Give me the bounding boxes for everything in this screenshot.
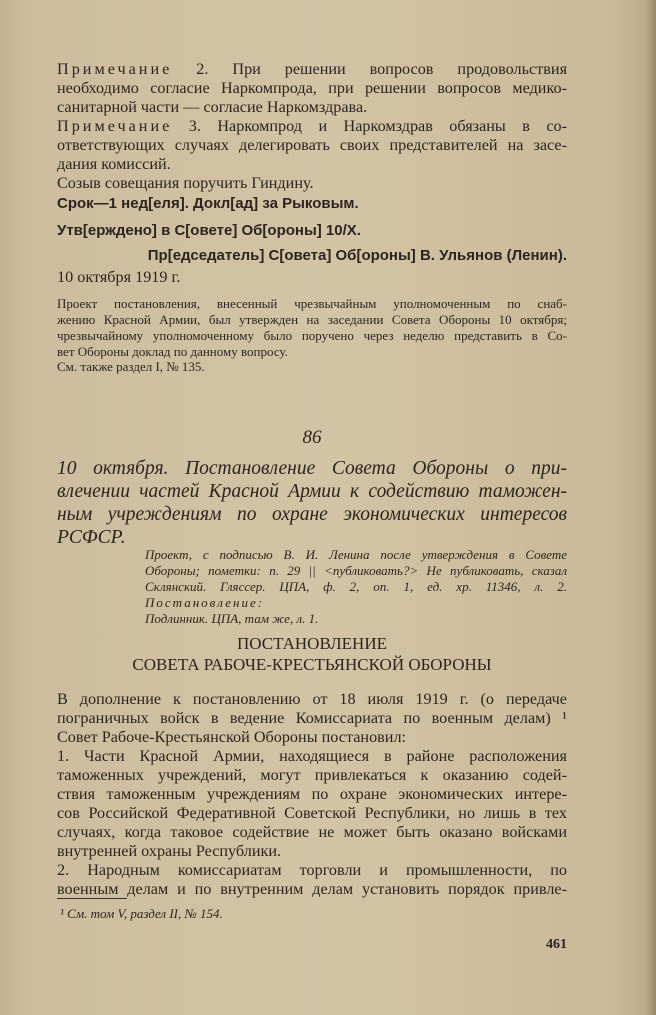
page-edge-shadow — [646, 0, 656, 1015]
body-line-8: случаях, когда таковое содействие не может быть оказано войсками — [57, 823, 567, 841]
commentary-line-1: Проект постановления, внесенный чрезвычайным уполномоченным по снаб- — [57, 296, 567, 311]
body-line-1: В дополнение к постановлению от 18 июля 1919 г. (о передаче — [57, 690, 567, 708]
body-line-10: 2. Народным комиссариатам торговли и промышленности, по — [57, 861, 567, 879]
deadline-line: Срок—1 нед[еля]. Докл[ад] за Рыковым. — [57, 195, 359, 212]
footnote: ¹ См. том V, раздел II, № 154. — [60, 906, 223, 921]
source-line-2: Обороны; пометки: п. 29 || <публиковать?> Не публиковать, сказал — [145, 563, 567, 578]
source-line-4: Постановление: — [145, 595, 265, 610]
document-title-line-2: влечении частей Красной Армии к содействию таможен- — [57, 481, 567, 502]
source-line-5: Подлинник. ЦПА, там же, л. 1. — [145, 611, 319, 626]
note-2-line-1: Примечание 2. При решении вопросов продовольствия — [57, 60, 568, 78]
note-3-line-2: ответствующих случаях делегировать своих представителей на засе- — [57, 136, 567, 154]
convene-line: Созыв совещания поручить Гиндину. — [57, 174, 314, 192]
document-number: 86 — [302, 427, 322, 448]
document-title-line-1: 10 октября. Постановление Совета Обороны о при- — [57, 458, 567, 479]
note-3-line-1: Примечание 3. Наркомпрод и Наркомздрав обязаны в со- — [57, 117, 567, 135]
chairman-signature: Пр[едседатель] С[овета] Об[ороны] В. Ульянов (Ленин). — [147, 247, 567, 264]
document-date: 10 октября 1919 г. — [57, 268, 181, 286]
body-line-6: ствия таможенным учреждениям по охране экономических интере- — [57, 785, 567, 803]
body-line-7: сов Российской Федеративной Советской Республики, но лишь в тех — [57, 804, 567, 822]
body-line-5: таможенных учреждений, могут привлекаться к оказанию содей- — [57, 766, 567, 784]
document-title-line-3: ным учреждениям по охране экономических интересов — [57, 504, 567, 525]
body-line-9: внутренней охраны Республики. — [57, 842, 282, 860]
document-title-line-4: РСФСР. — [57, 527, 126, 548]
commentary-line-2: жению Красной Армии, был утвержден на заседании Совета Обороны 10 октября; — [57, 312, 567, 327]
approved-line: Утв[ерждено] в С[овете] Об[ороны] 10/X. — [57, 222, 361, 239]
resolution-heading-1: ПОСТАНОВЛЕНИЕ — [236, 634, 387, 653]
footnote-rule — [57, 898, 127, 899]
body-line-2: пограничных войск в ведение Комиссариата по военным делам) ¹ — [57, 709, 567, 727]
note-3-line-3: дания комиссий. — [57, 155, 171, 173]
note-2-line-3: санитарной части — согласие Наркомздрава. — [57, 98, 368, 116]
commentary-line-4: вет Обороны доклад по данному вопросу. — [57, 344, 288, 359]
body-line-4: 1. Части Красной Армии, находящиеся в районе расположения — [57, 747, 567, 765]
page-number: 461 — [546, 937, 567, 952]
commentary-line-3: чрезвычайному уполномоченному было поручено через неделю представить в Со- — [57, 328, 567, 343]
source-line-3: Склянский. Гляссер. ЦПА, ф. 2, оп. 1, ед. хр. 11346, л. 2. — [145, 579, 567, 594]
body-line-3: Совет Рабоче-Крестьянской Обороны постановил: — [57, 728, 407, 746]
source-line-1: Проект, с подписью В. И. Ленина после утверждения в Совете — [145, 547, 567, 562]
body-line-11: военным делам и по внутренним делам установить порядок привле- — [57, 880, 567, 898]
resolution-heading-2: СОВЕТА РАБОЧЕ-КРЕСТЬЯНСКОЙ ОБОРОНЫ — [132, 655, 492, 674]
note-2-line-2: необходимо согласие Наркомпрода, при решении вопросов медико- — [57, 79, 567, 97]
commentary-line-5: См. также раздел I, № 135. — [57, 359, 205, 374]
